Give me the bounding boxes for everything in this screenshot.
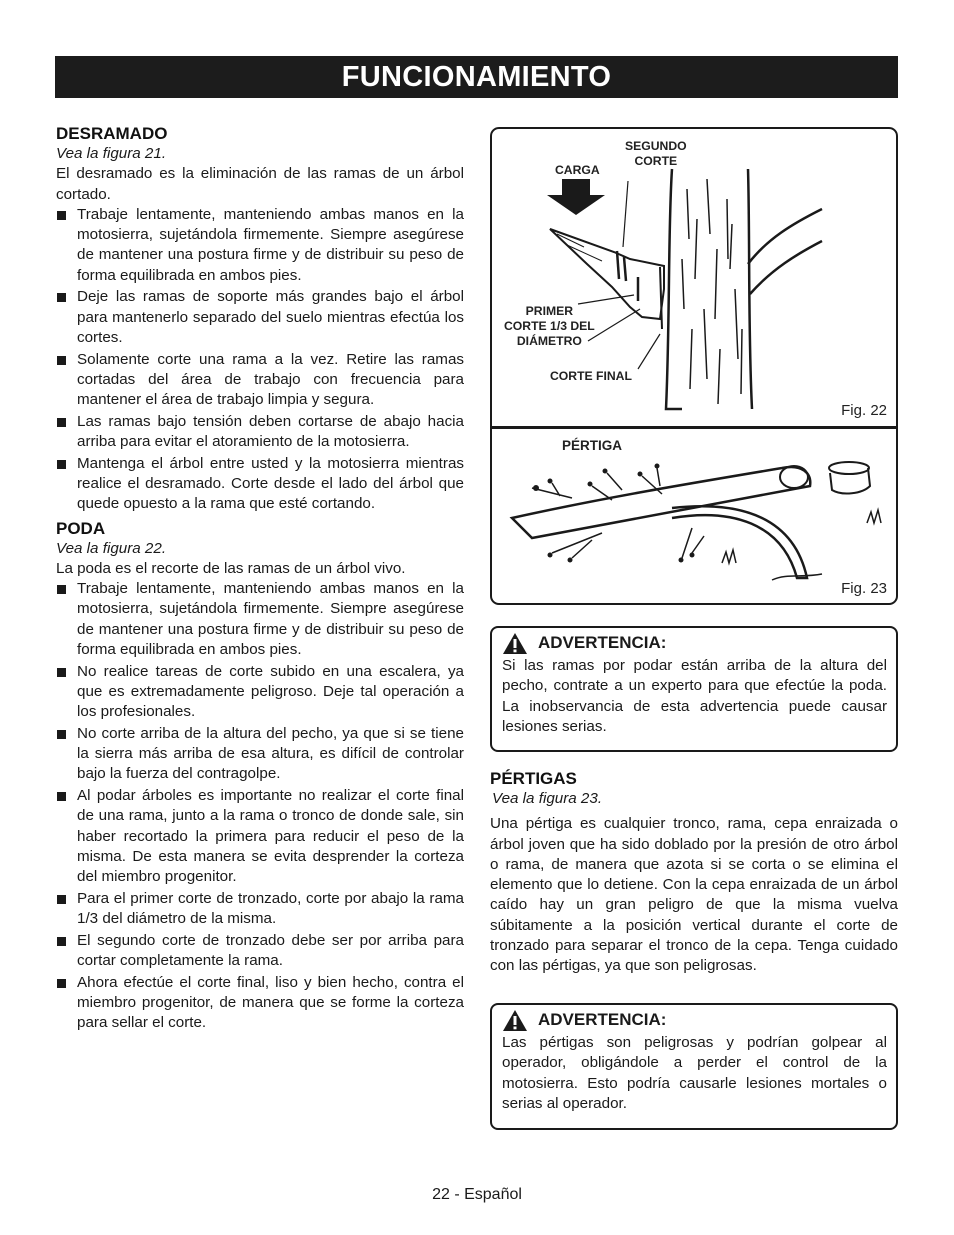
poda-figure-ref: Vea la figura 22. <box>56 539 167 557</box>
list-item: No realice tareas de corte subido en una escalera, ya que es extremadamente peligroso. Deje tal operación a los profesionales. <box>56 662 464 723</box>
warning-header <box>492 1007 896 1033</box>
poda-intro: La poda es el recorte de las ramas de un árbol vivo. <box>56 559 406 577</box>
callout-segundo-corte <box>625 139 687 169</box>
list-item: Solamente corte una rama a la vez. Retire las ramas cortadas del área de trabajo con frecuencia para mantener el área de trabajo limpia y segura. <box>56 350 464 411</box>
desramado-intro: El desramado es la eliminación de las ramas de un árbol cortado. <box>56 165 464 203</box>
pertigas-text: Una pértiga es cualquier tronco, rama, cepa enraizada o árbol joven que ha sido doblado por la presión de otro árbol o rama, de manera que azota si se corta o se elimina el elemento que lo detiene. Con la cepa enraizada de un árbol caído hay un gran peligro de que la misma vuelva súbitamente a la posición vertical durante el corte de tronzado para separar el tronco de la cepa. Tenga cuidado con las pértigas, ya que son peligrosas. <box>490 815 898 975</box>
callout-line: CORTE <box>634 154 678 168</box>
pertigas-section <box>490 769 898 977</box>
warning-text: Las pértigas son peligrosas y podrían golpear al operador, obligándole a perder el control de la motosierra. Esto podría causarle lesiones mortales o serias al operador. <box>502 1034 887 1112</box>
left-column <box>56 124 464 1035</box>
callout-pertiga: PÉRTIGA <box>562 438 623 453</box>
poda-heading: PODA <box>56 518 106 538</box>
list-item: Mantenga el árbol entre usted y la motosierra mientras realice el desramado. Corte desde el lado del árbol que quede opuesto a la rama que esté cortando. <box>56 454 464 515</box>
list-item: Para el primer corte de tronzado, corte por abajo la rama 1/3 del diámetro de la misma. <box>56 889 464 930</box>
pertigas-figure-ref: Vea la figura 23. <box>492 790 603 807</box>
callout-corte-final: CORTE FINAL <box>550 369 632 383</box>
page-number: 22 - Español <box>432 1186 522 1203</box>
list-item: Deje las ramas de soporte más grandes bajo el árbol para mantenerlo separado del suelo mientras efectúa los cortes. <box>56 287 464 348</box>
desramado-bullet-list <box>56 205 464 515</box>
callout-carga: CARGA <box>555 163 600 177</box>
page-header-bar <box>55 56 898 98</box>
warning-title: ADVERTENCIA: <box>538 1009 667 1029</box>
pertigas-heading: PÉRTIGAS <box>490 769 577 788</box>
warning-title: ADVERTENCIA: <box>538 632 667 652</box>
callout-line: DIÁMETRO <box>516 334 582 348</box>
callout-line: SEGUNDO <box>625 139 687 153</box>
figure-panel <box>490 127 898 605</box>
list-item: Las ramas bajo tensión deben cortarse de abajo hacia arriba para evitar el atoramiento de la motosierra. <box>56 412 464 453</box>
warning-header <box>492 630 896 656</box>
list-item: Ahora efectúe el corte final, liso y bien hecho, contra el miembro progenitor, de manera que se forme la corteza para sellar el corte. <box>56 973 464 1034</box>
callout-primer-corte <box>504 304 595 349</box>
list-item: No corte arriba de la altura del pecho, ya que si se tiene la sierra más arriba de esa altura, es difícil de controlar bajo la fuerza del contragolpe. <box>56 724 464 785</box>
spring-pole-illustration <box>492 428 896 603</box>
callout-line: PRIMER <box>525 304 574 318</box>
list-item: Al podar árboles es importante no realizar el corte final de una rama, junto a la rama o tronco de donde sale, sin haber recortado la primera para reducir el peso de la misma. De esta manera se evita desprender la corteza del miembro progenitor. <box>56 786 464 887</box>
warning-box-spring-poles <box>490 1003 898 1130</box>
poda-bullet-list <box>56 579 464 1033</box>
page-title: FUNCIONAMIENTO <box>341 60 612 93</box>
callout-line: CORTE 1/3 DEL <box>504 319 595 333</box>
warning-text: Si las ramas por podar están arriba de la altura del pecho, contrate a un experto para que efectúe la poda. La inobservancia de esta advertencia puede causar lesiones serias. <box>502 657 887 735</box>
fig23-caption: Fig. 23 <box>841 580 887 597</box>
desramado-heading: DESRAMADO <box>56 124 168 143</box>
warning-box-pruning <box>490 626 898 752</box>
list-item: El segundo corte de tronzado debe ser por arriba para cortar completamente la rama. <box>56 931 464 972</box>
list-item: Trabaje lentamente, manteniendo ambas manos en la motosierra, sujetándola firmemente. Siempre asegúrese de mantener una postura firme y de distribuir su peso de forma equilibrada en ambos pies. <box>56 579 464 660</box>
desramado-figure-ref: Vea la figura 21. <box>56 145 167 162</box>
list-item: Trabaje lentamente, manteniendo ambas manos en la motosierra, sujetándola firmemente. Siempre asegúrese de mantener una postura firme y de distribuir su peso de forma equilibrada en ambos pies. <box>56 205 464 286</box>
warning-triangle-icon <box>502 1009 528 1032</box>
load-arrow-icon <box>547 179 605 215</box>
warning-triangle-icon <box>502 632 528 655</box>
fig22-caption: Fig. 22 <box>841 402 887 419</box>
